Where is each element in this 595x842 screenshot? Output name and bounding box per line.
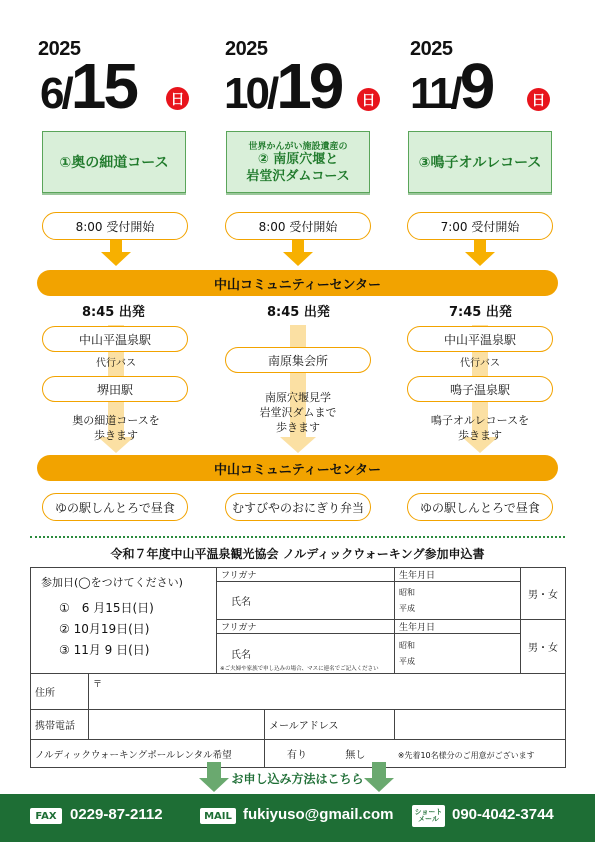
col2-walk-line1: 南原穴堰見学 xyxy=(265,391,331,404)
course-2-title-line2: 岩堂沢ダムコース xyxy=(246,168,350,184)
depart-2: 8:45 出発 xyxy=(267,305,330,320)
col1-lunch: ゆの駅しんとろで昼食 xyxy=(42,493,188,521)
community-center-bar-2: 中山コミュニティーセンター xyxy=(37,455,558,481)
col1-walk-line2: 歩きます xyxy=(94,428,138,442)
reception-1: 8:00 受付開始 xyxy=(42,212,188,240)
name-field-2[interactable] xyxy=(217,634,395,674)
date-2-slash: / xyxy=(266,69,277,118)
apply-text: お申し込み方法はこちら xyxy=(231,772,364,786)
rental-note: ※先着10名様分のご用意がございます xyxy=(397,751,535,760)
col3-walk-line1: 鳴子オルレコースを xyxy=(430,414,530,427)
address-label: 住所 xyxy=(31,674,89,710)
col2-walk-line3: 歩きます xyxy=(276,420,320,434)
name-field-1[interactable] xyxy=(217,582,395,620)
col1-walk-line1: 奥の細道コースを xyxy=(72,414,160,427)
col2-lunch: むすびやのおにぎり弁当 xyxy=(225,493,371,521)
form-title: 令和７年度中山平温泉観光協会 ノルディックウォーキング参加申込書 xyxy=(110,547,485,561)
contact-footer xyxy=(0,794,595,842)
name-label-2: 氏名 xyxy=(231,650,251,661)
date-1-weekday-badge: 日 xyxy=(166,87,189,110)
rental-no[interactable]: 無し xyxy=(345,750,366,761)
arrows-to-center-1 xyxy=(0,240,595,270)
date-1-month: 6 xyxy=(40,69,62,118)
depart-3: 7:45 出発 xyxy=(449,305,512,320)
date-3-month: 11 xyxy=(410,69,451,118)
date-1-day: 15 xyxy=(70,50,136,122)
era-showa-1: 昭和 xyxy=(399,588,415,598)
reception-2: 8:00 受付開始 xyxy=(225,212,371,240)
sms-tag: ショート メール xyxy=(412,805,445,827)
mail-address[interactable]: fukiyuso@gmail.com xyxy=(243,806,394,823)
course-1-title: ①奥の細道コース xyxy=(59,155,169,171)
day-option-3[interactable]: ③ 11月 9 日(日) xyxy=(59,643,150,657)
col1-walk-note xyxy=(52,414,180,444)
date-3-year: 2025 xyxy=(410,38,453,60)
course-2-subtitle: 世界かんがい施設遺産の xyxy=(248,141,348,152)
email-field[interactable] xyxy=(395,710,566,740)
date-1-slash: / xyxy=(61,69,71,118)
col3-walk-line2: 歩きます xyxy=(458,428,502,442)
course-1-box xyxy=(42,131,186,193)
date-2-year: 2025 xyxy=(225,38,268,60)
email-label: メールアドレス xyxy=(265,710,395,740)
rental-yes[interactable]: 有り xyxy=(287,750,307,761)
sex-field-2[interactable]: 男・女 xyxy=(521,620,566,674)
community-center-bar-1: 中山コミュニティーセンター xyxy=(37,270,558,296)
day-select-label: 参加日(◯をつけてください) xyxy=(41,576,183,589)
date-3-day: 9 xyxy=(459,50,493,122)
sms-number[interactable]: 090-4042-3744 xyxy=(452,806,554,823)
course-3-title: ③鳴子オルレコース xyxy=(418,155,542,171)
phone-label: 携帯電話 xyxy=(31,710,89,740)
col3-stop-naruko: 鳴子温泉駅 xyxy=(407,376,553,402)
mail-tag: MAIL xyxy=(200,808,236,824)
course-2-box xyxy=(226,131,370,193)
birth-field-2[interactable] xyxy=(395,634,521,674)
birth-label-2: 生年月日 xyxy=(395,620,521,634)
course-2-title-line1: ② 南原穴堰と xyxy=(257,151,339,167)
col1-stop-sakaida: 堺田駅 xyxy=(42,376,188,402)
date-3-weekday-badge: 日 xyxy=(527,88,550,111)
col3-bus-label: 代行バス xyxy=(460,358,500,369)
cut-line xyxy=(30,536,565,538)
address-field[interactable] xyxy=(89,674,566,710)
era-heisei-2: 平成 xyxy=(399,656,415,666)
col3-walk-note xyxy=(414,414,546,444)
name-label-1: 氏名 xyxy=(231,597,251,608)
col2-walk-line2: 岩堂沢ダムまで xyxy=(259,405,337,419)
day-select-cell[interactable] xyxy=(31,568,217,674)
day-option-1[interactable]: ① 6 月15日(日) xyxy=(59,601,154,615)
date-1-year: 2025 xyxy=(38,38,81,60)
col3-lunch: ゆの駅しんとろで昼食 xyxy=(407,493,553,521)
depart-1: 8:45 出発 xyxy=(82,305,145,320)
era-heisei-1: 平成 xyxy=(399,603,415,613)
date-3-slash: / xyxy=(450,69,460,118)
date-2-month: 10 xyxy=(224,69,267,118)
date-2-weekday-badge: 日 xyxy=(357,88,380,111)
rental-label: ノルディックウォーキングポールレンタル希望 xyxy=(31,740,265,768)
day-option-2[interactable]: ② 10月19日(日) xyxy=(59,622,150,636)
furigana-label-1: フリガナ xyxy=(217,568,395,582)
sex-field-1[interactable]: 男・女 xyxy=(521,568,566,620)
col1-stop-nakayamadaira: 中山平温泉駅 xyxy=(42,326,188,352)
family-note: ※ご夫婦や家族で申し込みの場合、マスに連名でご記入ください xyxy=(220,666,379,672)
application-form xyxy=(30,567,566,768)
reception-3: 7:00 受付開始 xyxy=(407,212,553,240)
postal-mark: 〒 xyxy=(93,680,103,690)
course-3-box xyxy=(408,131,552,193)
birth-label-1: 生年月日 xyxy=(395,568,521,582)
birth-field-1[interactable] xyxy=(395,582,521,620)
fax-number[interactable]: 0229-87-2112 xyxy=(70,806,163,823)
col3-stop-nakayamadaira: 中山平温泉駅 xyxy=(407,326,553,352)
phone-field[interactable] xyxy=(89,710,265,740)
date-2-day: 19 xyxy=(276,50,342,122)
col2-stop-minamihara: 南原集会所 xyxy=(225,347,371,373)
fax-tag: FAX xyxy=(30,808,62,824)
col2-walk-note xyxy=(238,391,358,436)
col1-bus-label: 代行バス xyxy=(96,358,136,369)
era-showa-2: 昭和 xyxy=(399,641,415,651)
furigana-label-2: フリガナ xyxy=(217,620,395,634)
